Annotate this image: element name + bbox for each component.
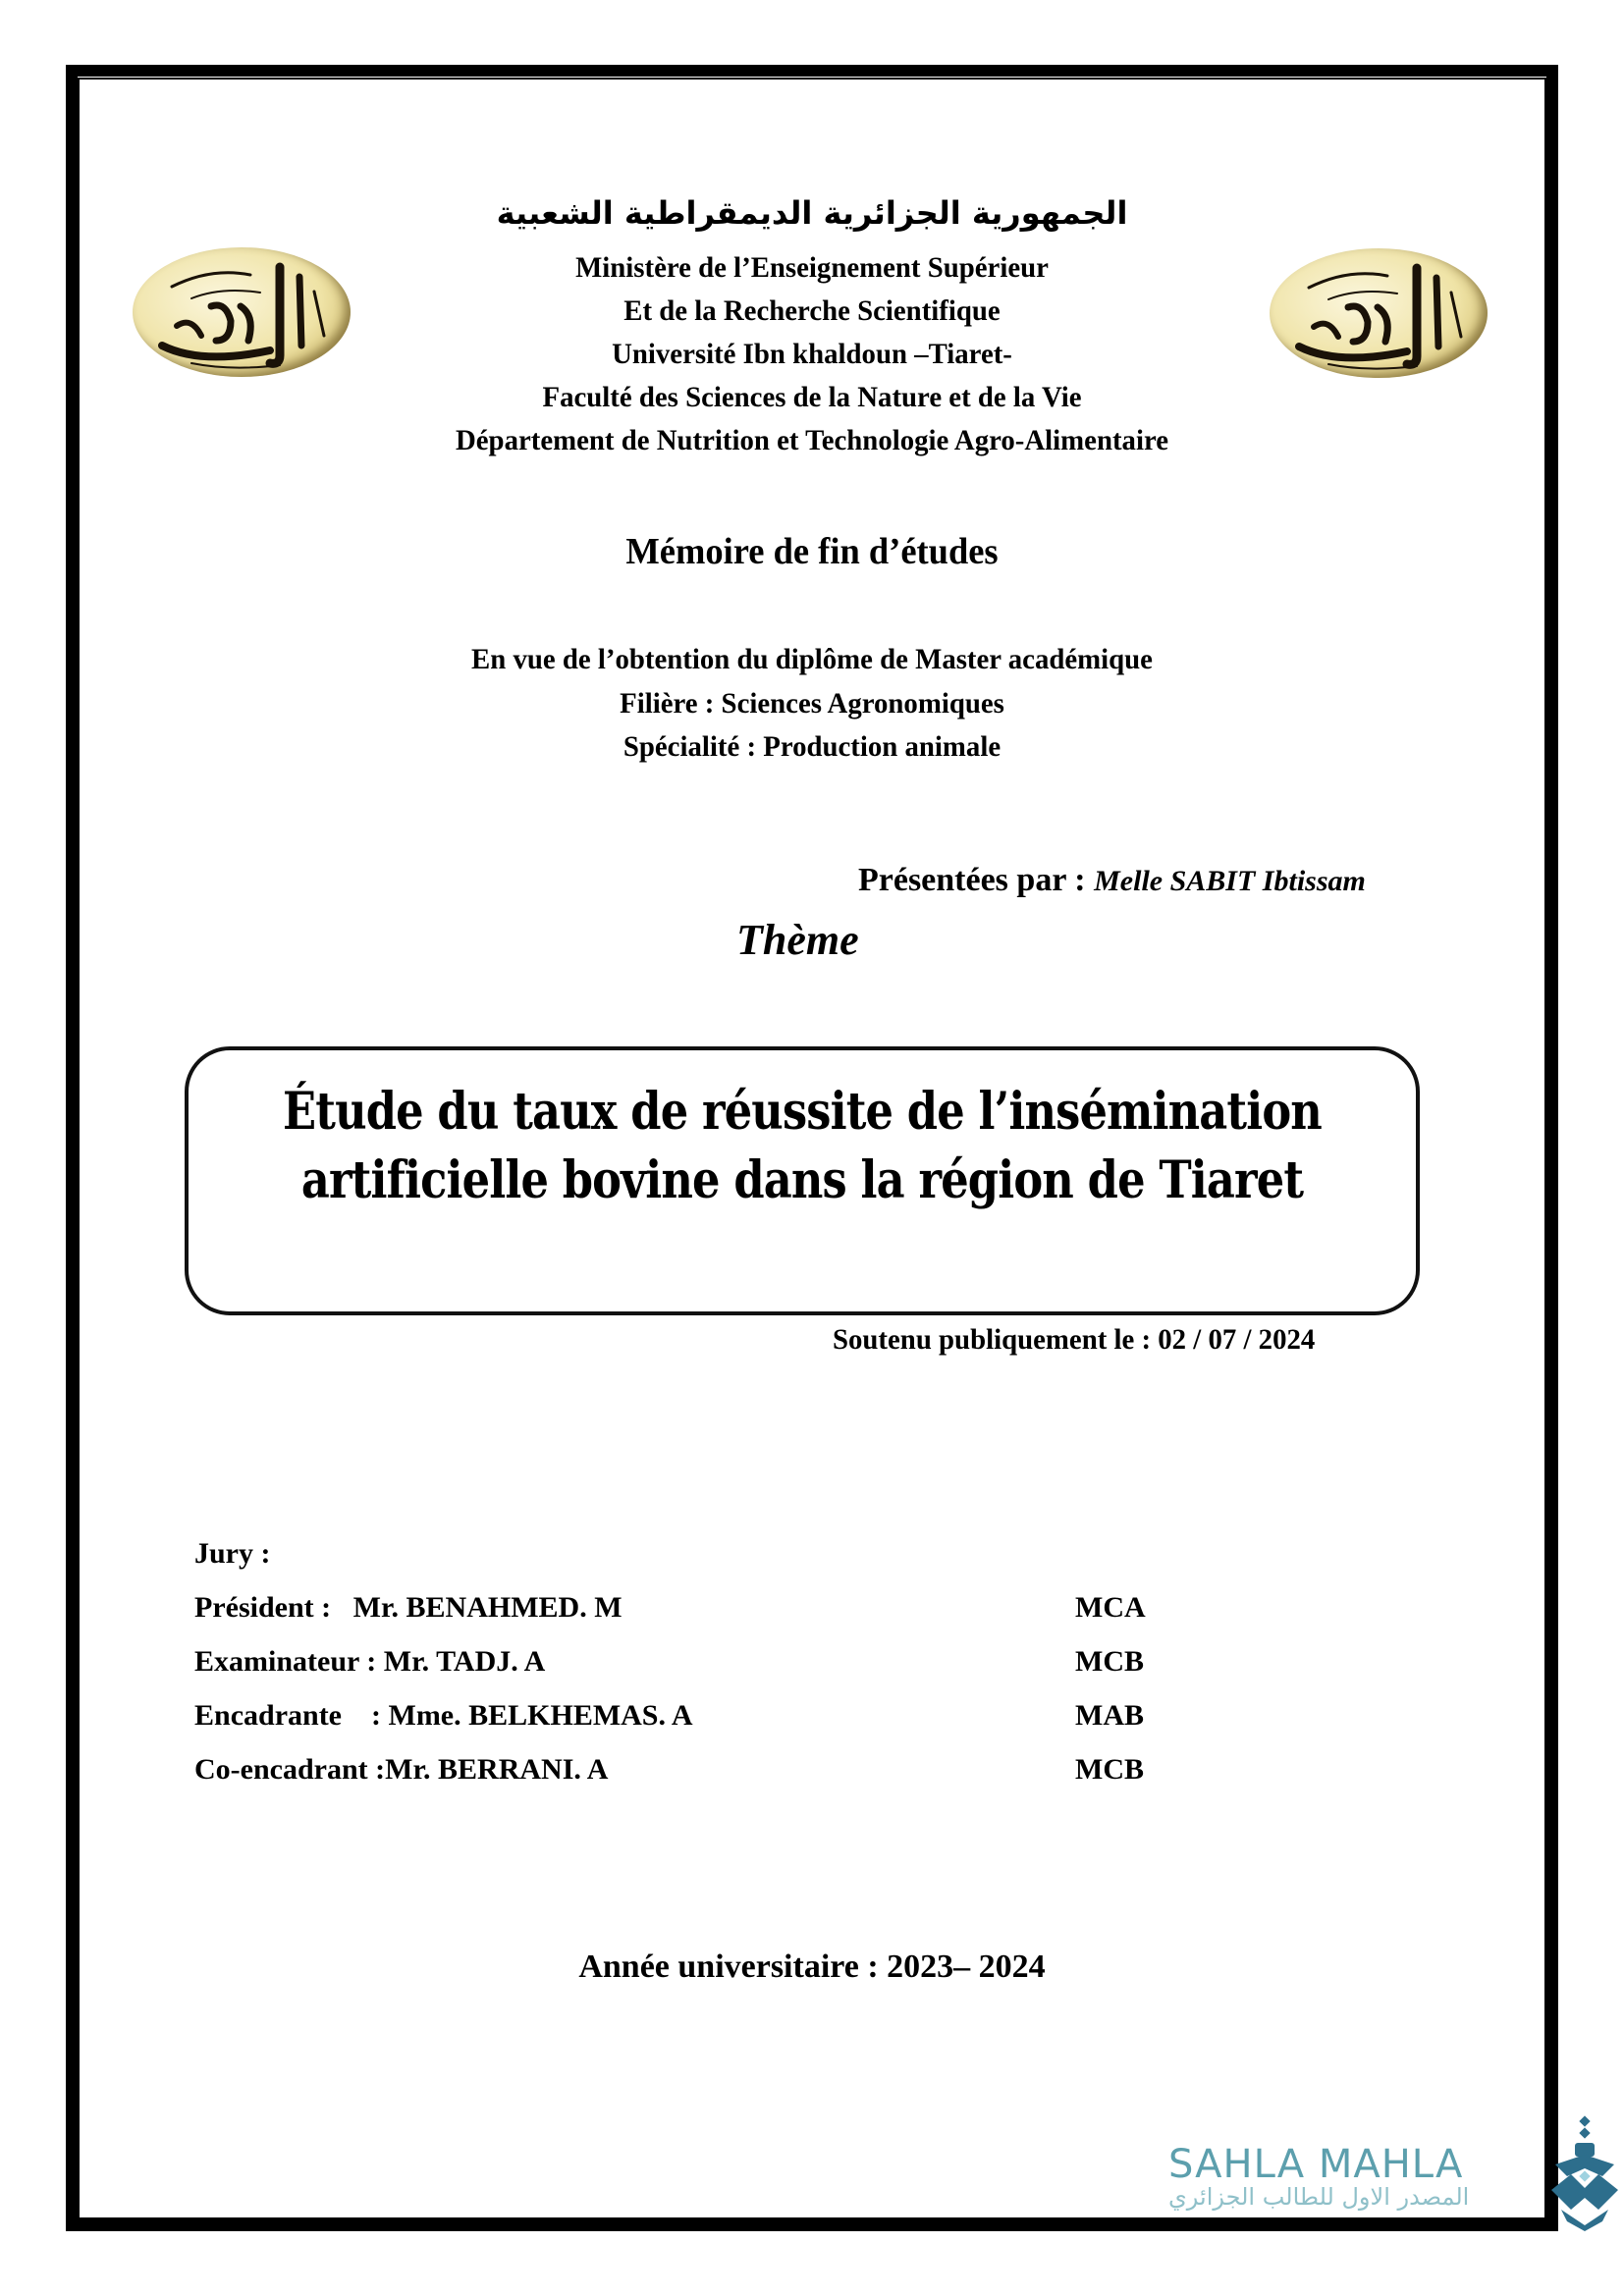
jury-role: Examinateur : [194,1645,384,1678]
jury-label: Jury : [194,1537,271,1570]
jury-row-examinateur [194,1645,545,1679]
theme-title [271,1078,1333,1215]
author-name: Melle SABIT Ibtissam [1094,865,1366,897]
watermark-brand: SAHLA MAHLA [1168,2142,1464,2187]
jury-grade-examinateur: MCB [1075,1645,1144,1678]
ministry-line-1: Ministère de l’Enseignement Supérieur [575,251,1049,284]
author-label: Présentées par : [858,862,1095,898]
jury-name: Mr. BERRANI. A [385,1753,609,1786]
department-name: Département de Nutrition et Technologie Agro-Alimentaire [455,424,1169,456]
university-name: Université Ibn khaldoun –Tiaret- [612,338,1012,370]
sahla-mahla-watermark [1168,2142,1469,2211]
jury-name: Mr. TADJ. A [383,1645,546,1678]
theme-title-line-1: Étude du taux de réussite de l’insémination [283,1082,1322,1142]
specialite: Spécialité : Production animale [623,730,1001,763]
jury-name: Mme. BELKHEMAS. A [388,1699,693,1732]
sahla-mahla-logo-icon [1551,2115,1624,2233]
jury-row-encadrante [194,1699,693,1733]
jury-grade-encadrante: MAB [1075,1699,1144,1732]
jury-row-president [194,1591,623,1625]
degree-purpose: En vue de l’obtention du diplôme de Master académique [471,643,1153,675]
watermark-tagline: المصدر الاول للطالب الجزائري [1168,2183,1470,2211]
academic-year: Année universitaire : 2023– 2024 [578,1949,1046,1985]
jury-role: Encadrante : [194,1699,389,1732]
jury-row-co-encadrant [194,1753,608,1787]
ministry-line-2: Et de la Recherche Scientifique [623,294,1001,327]
jury-role: Président : [194,1591,353,1624]
republic-arabic-title: الجمهورية الجزائرية الديمقراطية الشعبية [496,194,1128,232]
faculty-name: Faculté des Sciences de la Nature et de la Vie [542,381,1082,413]
defense-date: Soutenu publiquement le : 02 / 07 / 2024 [833,1323,1316,1356]
jury-grade-co-encadrant: MCB [1075,1753,1144,1786]
jury-name: Mr. BENAHMED. M [352,1591,623,1624]
jury-role: Co-encadrant : [194,1753,386,1786]
author-line [850,844,1366,899]
memoire-heading: Mémoire de fin d’études [625,531,999,572]
jury-grade-president: MCA [1075,1591,1146,1624]
theme-title-line-2: artificielle bovine dans la région de Tiaret [300,1150,1304,1210]
filiere: Filière : Sciences Agronomiques [620,687,1004,720]
theme-label: Thème [736,916,859,964]
